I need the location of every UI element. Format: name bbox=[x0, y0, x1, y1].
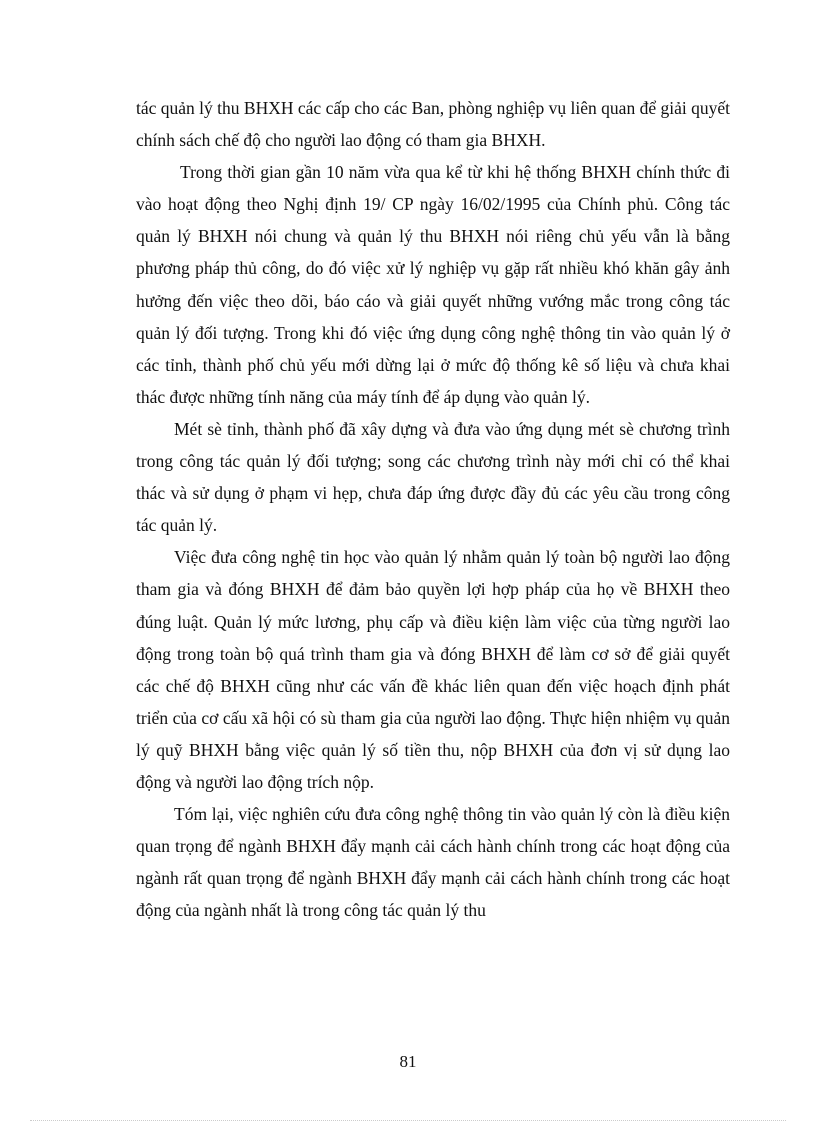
paragraph-4: Việc đưa công nghệ tin học vào quản lý nhằm quản lý toàn bộ người lao động tham gia và đóng BHXH để đảm bảo quyền lợi hợp pháp của họ về BHXH theo đúng luật. Quản lý mức lương, phụ cấp và điều kiện làm việc của từng người lao động trong toàn bộ quá trình tham gia và đóng BHXH để làm cơ sở để giải quyết các chế độ BHXH cũng như các vấn đề khác liên quan đến việc hoạch định phát triển của cơ cấu xã hội có sù tham gia của người lao động. Thực hiện nhiệm vụ quản lý quỹ BHXH bằng việc quản lý số tiền thu, nộp BHXH của đơn vị sử dụng lao động và người lao động trích nộp. bbox=[136, 547, 730, 792]
paragraph-3: Mét sè tỉnh, thành phố đã xây dựng và đưa vào ứng dụng mét sè chương trình trong công tác quản lý đối tượng; song các chương trình này mới chỉ có thể khai thác và sử dụng ở phạm vi hẹp, chưa đáp ứng được đầy đủ các yêu cầu trong công tác quản lý. bbox=[136, 418, 730, 536]
page-number: 81 bbox=[399, 1052, 417, 1071]
body-text bbox=[136, 92, 730, 926]
paragraph-2: Trong thời gian gần 10 năm vừa qua kể từ khi hệ thống BHXH chính thức đi vào hoạt động theo Nghị định 19/ CP ngày 16/02/1995 của Chính phủ. Công tác quản lý BHXH nói chung và quản lý thu BHXH nói riêng chủ yếu vẫn là bằng phương pháp thủ công, do đó việc xử lý nghiệp vụ gặp rất nhiều khó khăn gây ảnh hưởng đến việc theo dõi, báo cáo và giải quyết những vướng mắc trong công tác quản lý đối tượng. Trong khi đó việc ứng dụng công nghệ thông tin vào quản lý ở các tỉnh, thành phố chủ yếu mới dừng lại ở mức độ thống kê số liệu và chưa khai thác được những tính năng của máy tính để áp dụng vào quản lý. bbox=[136, 162, 730, 407]
footer-divider bbox=[30, 1120, 786, 1121]
paragraph-5: Tóm lại, việc nghiên cứu đưa công nghệ thông tin vào quản lý còn là điều kiện quan trọng để ngành BHXH đẩy mạnh cải cách hành chính trong các hoạt động của ngành rất quan trọng để ngành BHXH đẩy mạnh cải cách hành chính trong các hoạt động của ngành nhất là trong công tác quản lý thu bbox=[136, 804, 730, 921]
paragraph-1: tác quản lý thu BHXH các cấp cho các Ban, phòng nghiệp vụ liên quan để giải quyết chính sách chế độ cho người lao động có tham gia BHXH. bbox=[136, 98, 730, 151]
